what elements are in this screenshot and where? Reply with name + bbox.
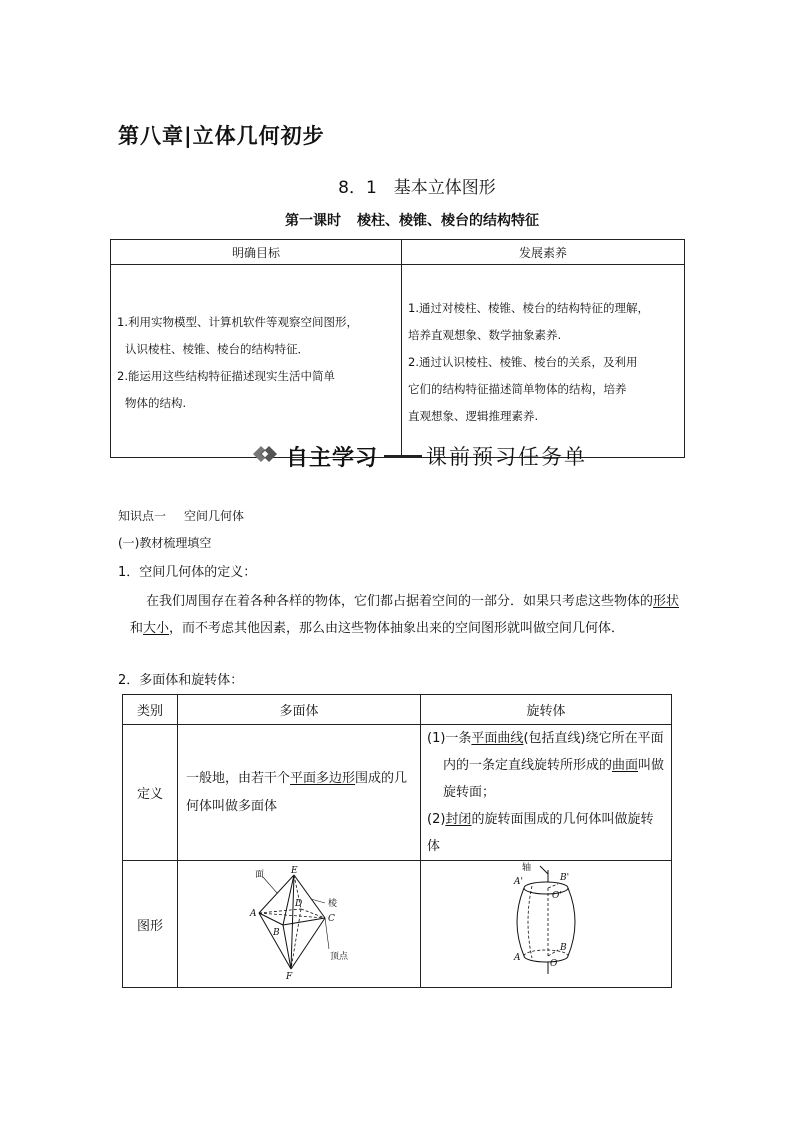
item1-paragraph [130,588,690,642]
literacy-line: 直观想象、逻辑推理素养. [408,409,539,423]
label-face: 面 [255,870,265,880]
blank-closed: 封闭 [445,812,472,827]
point-label: O [550,959,558,969]
blank-size: 大小 [143,621,170,636]
rotation-figure-cell [421,861,672,988]
def-text: 内的一条定直线旋转所形成的 [443,758,613,773]
point-label: D [295,899,303,909]
label-axis: 轴 [522,863,532,873]
blank-surface: 曲面 [612,758,639,773]
goal-line: 认识棱柱、棱锥、棱台的结构特征． [125,342,309,356]
row-label-definition: 定义 [123,725,178,861]
row-label-figure: 图形 [123,861,178,988]
point-label: F [286,972,293,981]
blank-shape: 形状 [653,594,680,609]
rotation-definition [421,725,672,861]
rot-line [427,806,665,860]
point-label: O' [552,891,562,901]
blank-plane-curve: 平面曲线 [471,731,524,746]
item1-heading: 1．空间几何体的定义： [118,565,257,580]
knowledge-point-name: 空间几何体 [184,509,245,523]
para-text: ，而不考虑其他因素，那么由这些物体抽象出来的空间图形就叫做空间几何体． [169,621,625,636]
octahedron-figure [229,863,369,981]
point-label: A [250,909,257,919]
def-text: (包括直线)绕它所在平面 [523,731,664,746]
header-category: 类别 [123,695,178,725]
label-vertex: 顶点 [330,952,349,962]
banner-bold-text: 自主学习 [286,445,379,471]
lesson-period: 第一课时 [285,213,341,229]
point-label: C [328,914,335,924]
banner-normal-text: 课前预习任务单 [426,445,588,469]
goal-line: 物体的结构. [125,396,187,410]
blank-polygon: 多边形 [316,770,356,786]
literacy-cell [402,265,685,458]
point-label: B' [560,873,570,883]
comparison-table [122,694,672,988]
goal-line: 2.能运用这些结构特征描述现实生活中简单 [117,369,335,383]
point-label: B [273,928,280,938]
polyhedron-figure-cell [178,861,421,988]
polyhedron-definition [178,725,421,861]
lesson-topic: 棱柱、棱锥、棱台的结构特征 [357,213,539,229]
def-text: (1)一条 [427,731,472,746]
objectives-table [110,239,685,458]
point-label: A' [514,877,523,887]
rot-line [427,725,665,752]
def-text: 叫做 [638,758,665,773]
header-polyhedron: 多面体 [178,695,421,725]
para-text: 和 [130,621,144,636]
label-edge: 棱 [328,899,338,909]
point-label: B [560,943,567,953]
header-literacy: 发展素养 [402,240,685,265]
header-rotation-body: 旋转体 [421,695,672,725]
lesson-title [0,210,794,230]
blank-plane: 平面 [290,770,317,786]
knowledge-point-label: 知识点一 [118,509,167,523]
item2-heading: 2．多面体和旋转体： [118,673,244,688]
def-text: (2) [427,812,446,827]
point-label: E [291,866,298,876]
literacy-line: 培养直观想象、数学抽象素养. [408,328,562,342]
para-text: 在我们周围存在着各种各样的物体，它们都占据着空间的一部分．如果只考虑这些物体的 [146,594,654,609]
def-text: 围成的几何体叫做多面体 [186,770,408,814]
section-title: 8．1 基本立体图形 [338,178,496,198]
literacy-line: 1.通过对棱柱、棱锥、棱台的结构特征的理解， [408,301,649,315]
rot-line [427,752,665,779]
barrel-figure [486,862,606,982]
literacy-line: 2.通过认识棱柱、棱锥、棱台的关系，及利用 [408,355,638,369]
def-text: 的旋转面围成的几何体叫做旋转体 [427,812,654,854]
banner-dash [384,455,422,457]
chapter-title: 第八章|立体几何初步 [118,124,325,148]
subheading: (一)教材梳理填空 [118,536,212,550]
knowledge-point [118,507,244,524]
section-banner [252,441,587,471]
point-label: A [514,953,521,963]
literacy-line: 它们的结构特征描述简单物体的结构，培养 [408,382,627,396]
goal-line: 1.利用实物模型、计算机软件等观察空间图形， [117,315,358,329]
header-goals: 明确目标 [111,240,402,265]
goals-cell [111,265,402,458]
rot-line: 旋转面； [443,785,496,800]
def-text: 一般地，由若干个 [186,770,291,786]
banner-logo-icon [252,445,278,467]
